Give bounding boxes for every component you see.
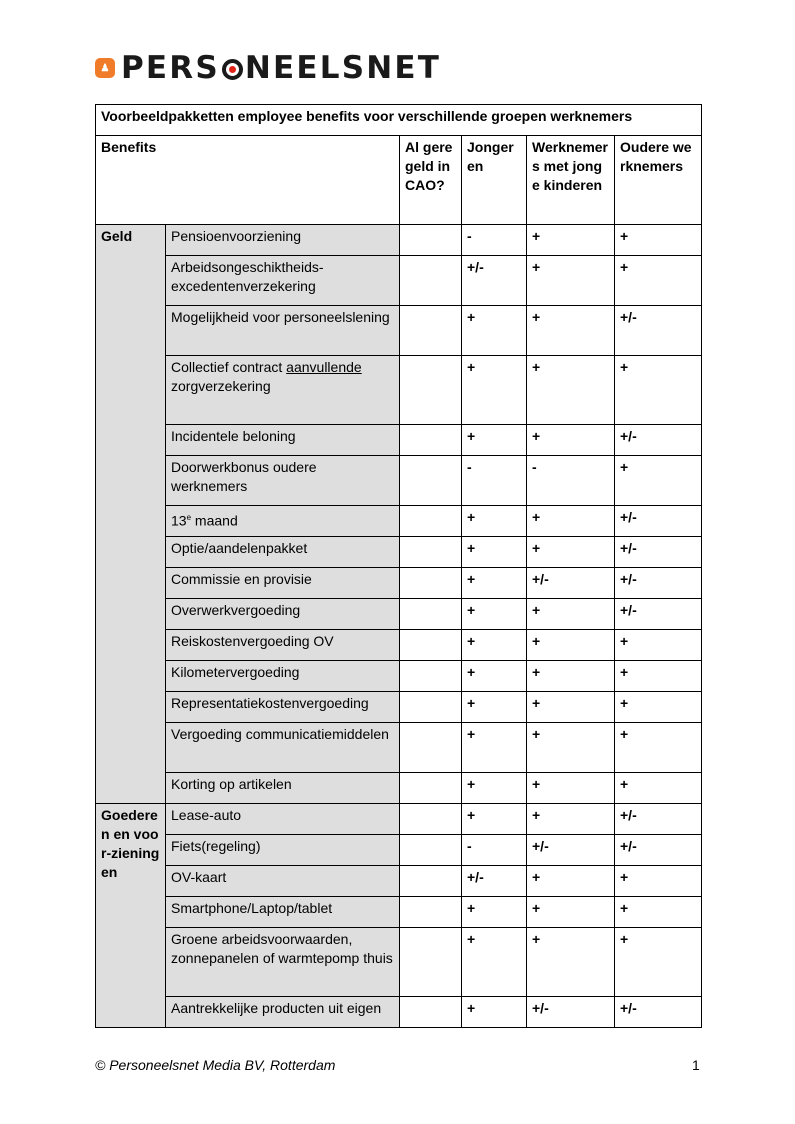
table-row [96,356,702,425]
table-row [96,568,702,599]
ouderen-cell: +/- [615,537,702,568]
ouderen-cell: +/- [615,568,702,599]
werknemers-kinderen-cell: + [527,425,615,456]
cao-cell [400,256,462,306]
cao-cell [400,599,462,630]
logo-dot-icon [222,59,243,80]
ouderen-cell: + [615,225,702,256]
benefits-table [95,104,702,1028]
table-header-row [96,136,702,225]
category-cell: Goederen en voor-zieningen [96,804,166,1028]
table-row [96,225,702,256]
cao-cell [400,866,462,897]
jongeren-cell: - [462,835,527,866]
benefit-cell [166,356,400,425]
category-cell: Geld [96,225,166,804]
werknemers-kinderen-cell: +/- [527,997,615,1028]
header-benefits: Benefits [96,136,400,225]
cao-cell [400,661,462,692]
cao-cell [400,630,462,661]
table-row [96,804,702,835]
benefit-cell: Arbeidsongeschiktheids-excedentenverzekering [166,256,400,306]
ouderen-cell: +/- [615,306,702,356]
benefit-cell: Representatiekostenvergoeding [166,692,400,723]
benefit-cell: Smartphone/Laptop/tablet [166,897,400,928]
table-row [96,630,702,661]
table-row [96,456,702,506]
table-row [96,599,702,630]
ouderen-cell: +/- [615,835,702,866]
table-row [96,835,702,866]
benefit-cell: OV-kaart [166,866,400,897]
ouderen-cell: + [615,723,702,773]
table-row [96,506,702,537]
ouderen-cell: + [615,928,702,997]
jongeren-cell: + [462,630,527,661]
page-number: 1 [692,1057,700,1073]
jongeren-cell: + [462,804,527,835]
ouderen-cell: +/- [615,506,702,537]
werknemers-kinderen-cell: + [527,630,615,661]
table-row [96,928,702,997]
benefit-text: maand [191,512,238,529]
werknemers-kinderen-cell: +/- [527,568,615,599]
werknemers-kinderen-cell: + [527,773,615,804]
werknemers-kinderen-cell: + [527,599,615,630]
table-row [96,256,702,306]
table-title-row [96,105,702,136]
table-row [96,306,702,356]
benefit-cell: Korting op artikelen [166,773,400,804]
benefit-underlined-text: aanvullende [286,359,362,375]
header-cao: Al geregeld in CAO? [400,136,462,225]
benefit-cell: Vergoeding communicatiemiddelen [166,723,400,773]
table-row [96,537,702,568]
werknemers-kinderen-cell: + [527,537,615,568]
benefit-cell: Groene arbeidsvoorwaarden, zonnepanelen of warmtepomp thuis [166,928,400,997]
table-row [96,425,702,456]
cao-cell [400,306,462,356]
cao-cell [400,692,462,723]
jongeren-cell: + [462,661,527,692]
benefit-cell [166,506,400,537]
table-row [96,897,702,928]
header-jongeren: Jongeren [462,136,527,225]
benefit-cell: Overwerkvergoeding [166,599,400,630]
jongeren-cell: - [462,225,527,256]
jongeren-cell: +/- [462,866,527,897]
benefit-text: Collectief contract [171,359,287,375]
jongeren-cell: + [462,306,527,356]
footer-copyright: © Personeelsnet Media BV, Rotterdam [95,1057,336,1073]
jongeren-cell: + [462,692,527,723]
table-title: Voorbeeldpakketten employee benefits voor verschillende groepen werknemers [96,105,702,136]
cao-cell [400,506,462,537]
jongeren-cell: + [462,897,527,928]
cao-cell [400,773,462,804]
jongeren-cell: + [462,928,527,997]
person-icon: ♟ [95,58,115,78]
benefit-cell: Kilometervergoeding [166,661,400,692]
cao-cell [400,537,462,568]
table-row [96,997,702,1028]
jongeren-cell: + [462,537,527,568]
table-row [96,723,702,773]
werknemers-kinderen-cell: +/- [527,835,615,866]
ouderen-cell: +/- [615,599,702,630]
cao-cell [400,897,462,928]
table-row [96,692,702,723]
jongeren-cell: + [462,425,527,456]
logo-text: PERS NEELSNET [121,50,442,86]
cao-cell [400,723,462,773]
jongeren-cell: + [462,599,527,630]
logo [95,50,441,86]
benefit-text: zorgverzekering [171,378,271,394]
benefit-cell: Incidentele beloning [166,425,400,456]
jongeren-cell: + [462,773,527,804]
werknemers-kinderen-cell: + [527,928,615,997]
benefit-cell: Reiskostenvergoeding OV [166,630,400,661]
table-row [96,661,702,692]
werknemers-kinderen-cell: - [527,456,615,506]
ouderen-cell: + [615,692,702,723]
werknemers-kinderen-cell: + [527,661,615,692]
ouderen-cell: + [615,256,702,306]
benefit-cell: Mogelijkheid voor personeelslening [166,306,400,356]
benefit-cell: Doorwerkbonus oudere werknemers [166,456,400,506]
benefit-superscript: e [186,513,192,522]
benefit-number: 13 [171,512,187,529]
header-werknemers-kinderen: Werknemers met jonge kinderen [527,136,615,225]
werknemers-kinderen-cell: + [527,723,615,773]
werknemers-kinderen-cell: + [527,804,615,835]
cao-cell [400,225,462,256]
jongeren-cell: + [462,506,527,537]
cao-cell [400,804,462,835]
table-row [96,773,702,804]
ouderen-cell: + [615,661,702,692]
werknemers-kinderen-cell: + [527,356,615,425]
jongeren-cell: + [462,356,527,425]
ouderen-cell: + [615,866,702,897]
ouderen-cell: +/- [615,997,702,1028]
werknemers-kinderen-cell: + [527,256,615,306]
werknemers-kinderen-cell: + [527,692,615,723]
ouderen-cell: +/- [615,425,702,456]
werknemers-kinderen-cell: + [527,225,615,256]
ouderen-cell: + [615,630,702,661]
ouderen-cell: + [615,773,702,804]
werknemers-kinderen-cell: + [527,866,615,897]
ouderen-cell: + [615,356,702,425]
benefit-cell: Lease-auto [166,804,400,835]
ouderen-cell: + [615,897,702,928]
cao-cell [400,568,462,599]
werknemers-kinderen-cell: + [527,897,615,928]
ouderen-cell: +/- [615,804,702,835]
ouderen-cell: + [615,456,702,506]
werknemers-kinderen-cell: + [527,506,615,537]
cao-cell [400,928,462,997]
jongeren-cell: + [462,997,527,1028]
benefit-cell: Aantrekkelijke producten uit eigen [166,997,400,1028]
werknemers-kinderen-cell: + [527,306,615,356]
cao-cell [400,835,462,866]
header-ouderen: Oudere werknemers [615,136,702,225]
cao-cell [400,425,462,456]
cao-cell [400,356,462,425]
benefit-cell: Pensioenvoorziening [166,225,400,256]
benefit-cell: Commissie en provisie [166,568,400,599]
table-row [96,866,702,897]
benefit-cell: Fiets(regeling) [166,835,400,866]
cao-cell [400,997,462,1028]
jongeren-cell: + [462,568,527,599]
cao-cell [400,456,462,506]
jongeren-cell: - [462,456,527,506]
jongeren-cell: + [462,723,527,773]
benefit-cell: Optie/aandelenpakket [166,537,400,568]
jongeren-cell: +/- [462,256,527,306]
